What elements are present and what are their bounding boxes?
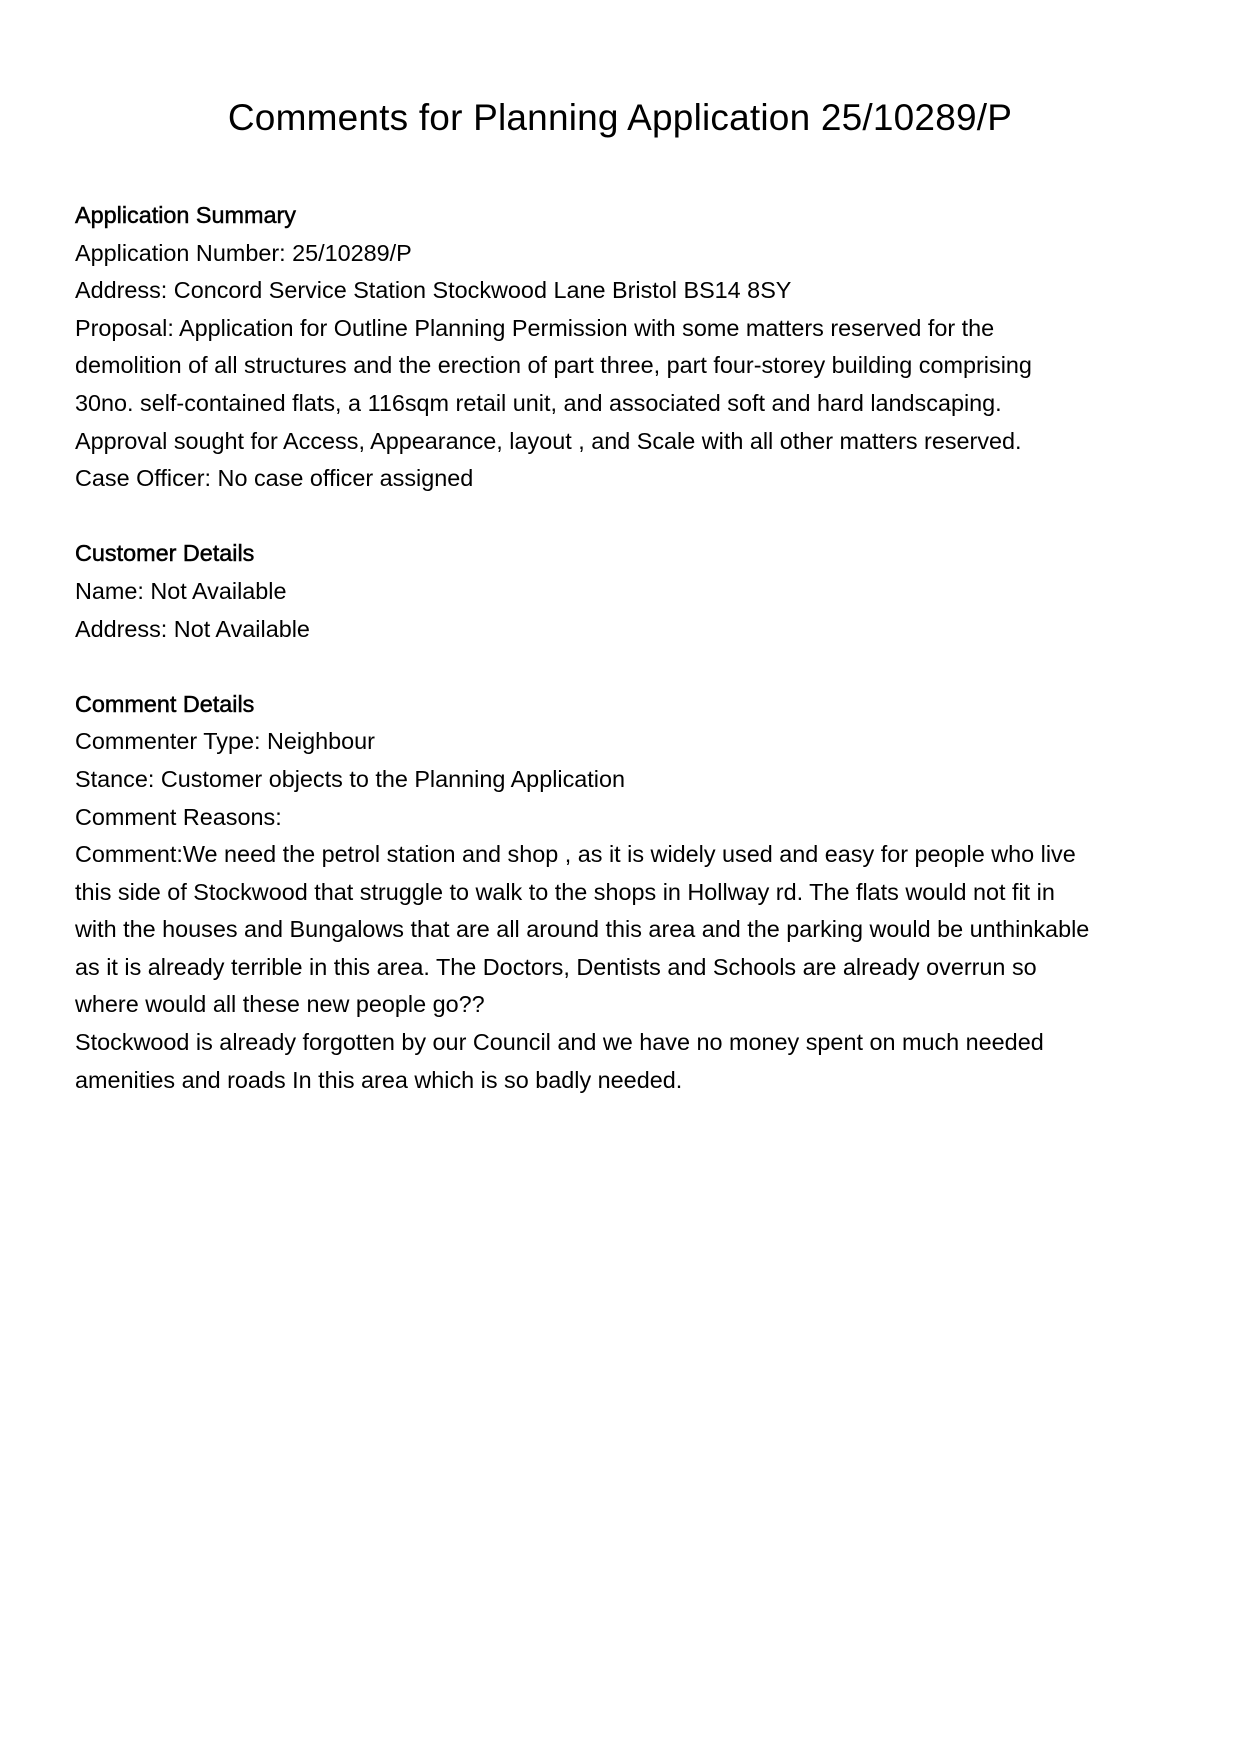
customer-address: Address: Not Available: [75, 615, 310, 642]
proposal-line: 30no. self-contained flats, a 116sqm retail unit, and associated soft and hard landscaping.: [75, 389, 1002, 416]
application-address: Address: Concord Service Station Stockwood Lane Bristol BS14 8SY: [75, 277, 792, 304]
comment-reasons: Comment Reasons:: [75, 803, 282, 830]
comment-details-heading: Comment Details: [75, 690, 255, 717]
stance: Stance: Customer objects to the Planning Application: [75, 765, 626, 792]
proposal-line: demolition of all structures and the erection of part three, part four-storey building comprising: [75, 352, 1032, 379]
comment-line: amenities and roads In this area which is so badly needed.: [75, 1066, 683, 1093]
application-summary-section: [75, 197, 1170, 498]
application-summary-heading: Application Summary: [75, 202, 297, 228]
customer-details-section: [75, 535, 1170, 648]
document-body: [75, 197, 1170, 1099]
application-number: Application Number: 25/10289/P: [75, 239, 412, 266]
comment-line: as it is already terrible in this area. The Doctors, Dentists and Schools are already overrun so: [75, 953, 1037, 980]
comment-line: Stockwood is already forgotten by our Council and we have no money spent on much needed: [75, 1029, 1044, 1056]
case-officer: Case Officer: No case officer assigned: [75, 465, 474, 492]
page-title: Comments for Planning Application 25/10289/P: [227, 97, 1013, 138]
customer-name: Name: Not Available: [75, 577, 287, 604]
comment-line: where would all these new people go??: [75, 991, 485, 1018]
proposal-line: Proposal: Application for Outline Planning Permission with some matters reserved for the: [75, 314, 995, 341]
proposal-line: Approval sought for Access, Appearance, layout , and Scale with all other matters reserved.: [75, 427, 1022, 454]
customer-details-heading: Customer Details: [75, 540, 255, 567]
comment-details-section: [75, 686, 1170, 1100]
section-spacer: [75, 648, 1170, 686]
comment-line: Comment:We need the petrol station and shop , as it is widely used and easy for people who live: [75, 841, 1076, 868]
comment-line: with the houses and Bungalows that are all around this area and the parking would be unthinkable: [75, 916, 1090, 943]
comment-line: this side of Stockwood that struggle to walk to the shops in Hollway rd. The flats would not fit in: [75, 878, 1055, 905]
section-spacer: [75, 498, 1170, 536]
commenter-type: Commenter Type: Neighbour: [75, 728, 375, 755]
